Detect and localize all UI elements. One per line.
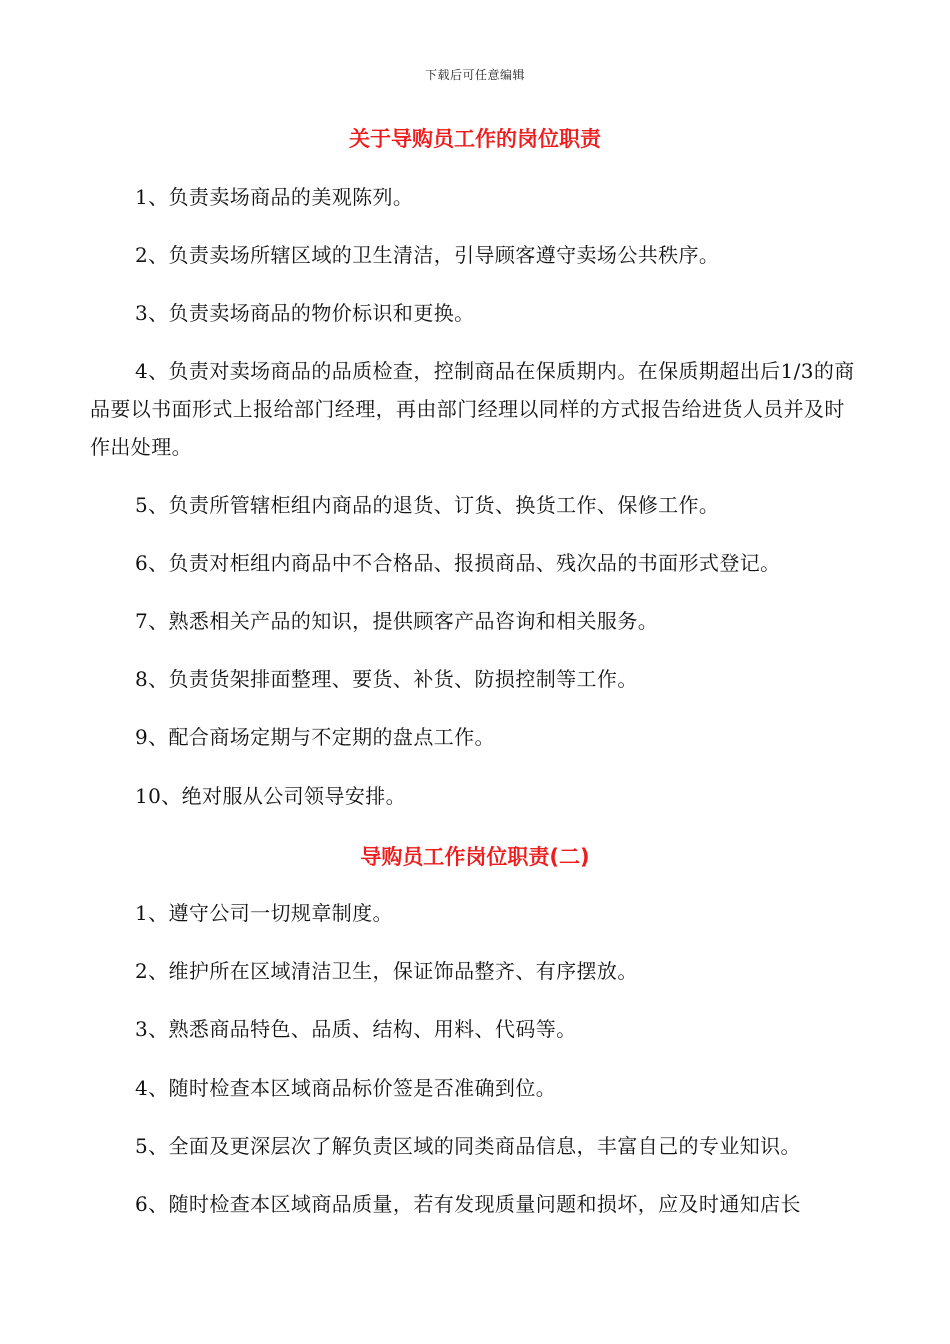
section-1-item-1: 1、负责卖场商品的美观陈列。 [135, 185, 414, 209]
section-1-item-5: 5、负责所管辖柜组内商品的退货、订货、换货工作、保修工作。 [135, 493, 720, 517]
section-2-item-6: 6、随时检查本区域商品质量，若有发现质量问题和损坏，应及时通知店长 [135, 1192, 801, 1216]
section-2-item-1: 1、遵守公司一切规章制度。 [135, 901, 393, 925]
section-1-item-6: 6、负责对柜组内商品中不合格品、报损商品、残次品的书面形式登记。 [135, 551, 781, 575]
section-2-item-4: 4、随时检查本区域商品标价签是否准确到位。 [135, 1076, 557, 1100]
section-1-item-9: 9、配合商场定期与不定期的盘点工作。 [135, 725, 495, 749]
section-2-item-3: 3、熟悉商品特色、品质、结构、用料、代码等。 [135, 1017, 577, 1041]
section-1-item-10: 10、绝对服从公司领导安排。 [135, 784, 407, 808]
section-1-item-8: 8、负责货架排面整理、要货、补货、防损控制等工作。 [135, 667, 638, 691]
header-note: 下载后可任意编辑 [424, 68, 525, 82]
section-1-item-2: 2、负责卖场所辖区域的卫生清洁，引导顾客遵守卖场公共秩序。 [135, 243, 720, 267]
section-2-item-2: 2、维护所在区域清洁卫生，保证饰品整齐、有序摆放。 [135, 959, 638, 983]
section-1-item-4: 4、负责对卖场商品的品质检查，控制商品在保质期内。在保质期超出后1/3的商品要以书面形式上报给部门经理，再由部门经理以同样的方式报告给进货人员并及时作出处理。 [90, 359, 855, 459]
section-1-title: 关于导购员工作的岗位职责 [349, 127, 601, 151]
section-2-title: 导购员工作岗位职责(二) [360, 845, 590, 869]
section-2-item-5: 5、全面及更深层次了解负责区域的同类商品信息，丰富自己的专业知识。 [135, 1134, 801, 1158]
section-1-item-7: 7、熟悉相关产品的知识，提供顾客产品咨询和相关服务。 [135, 609, 659, 633]
section-1-item-3: 3、负责卖场商品的物价标识和更换。 [135, 301, 475, 325]
